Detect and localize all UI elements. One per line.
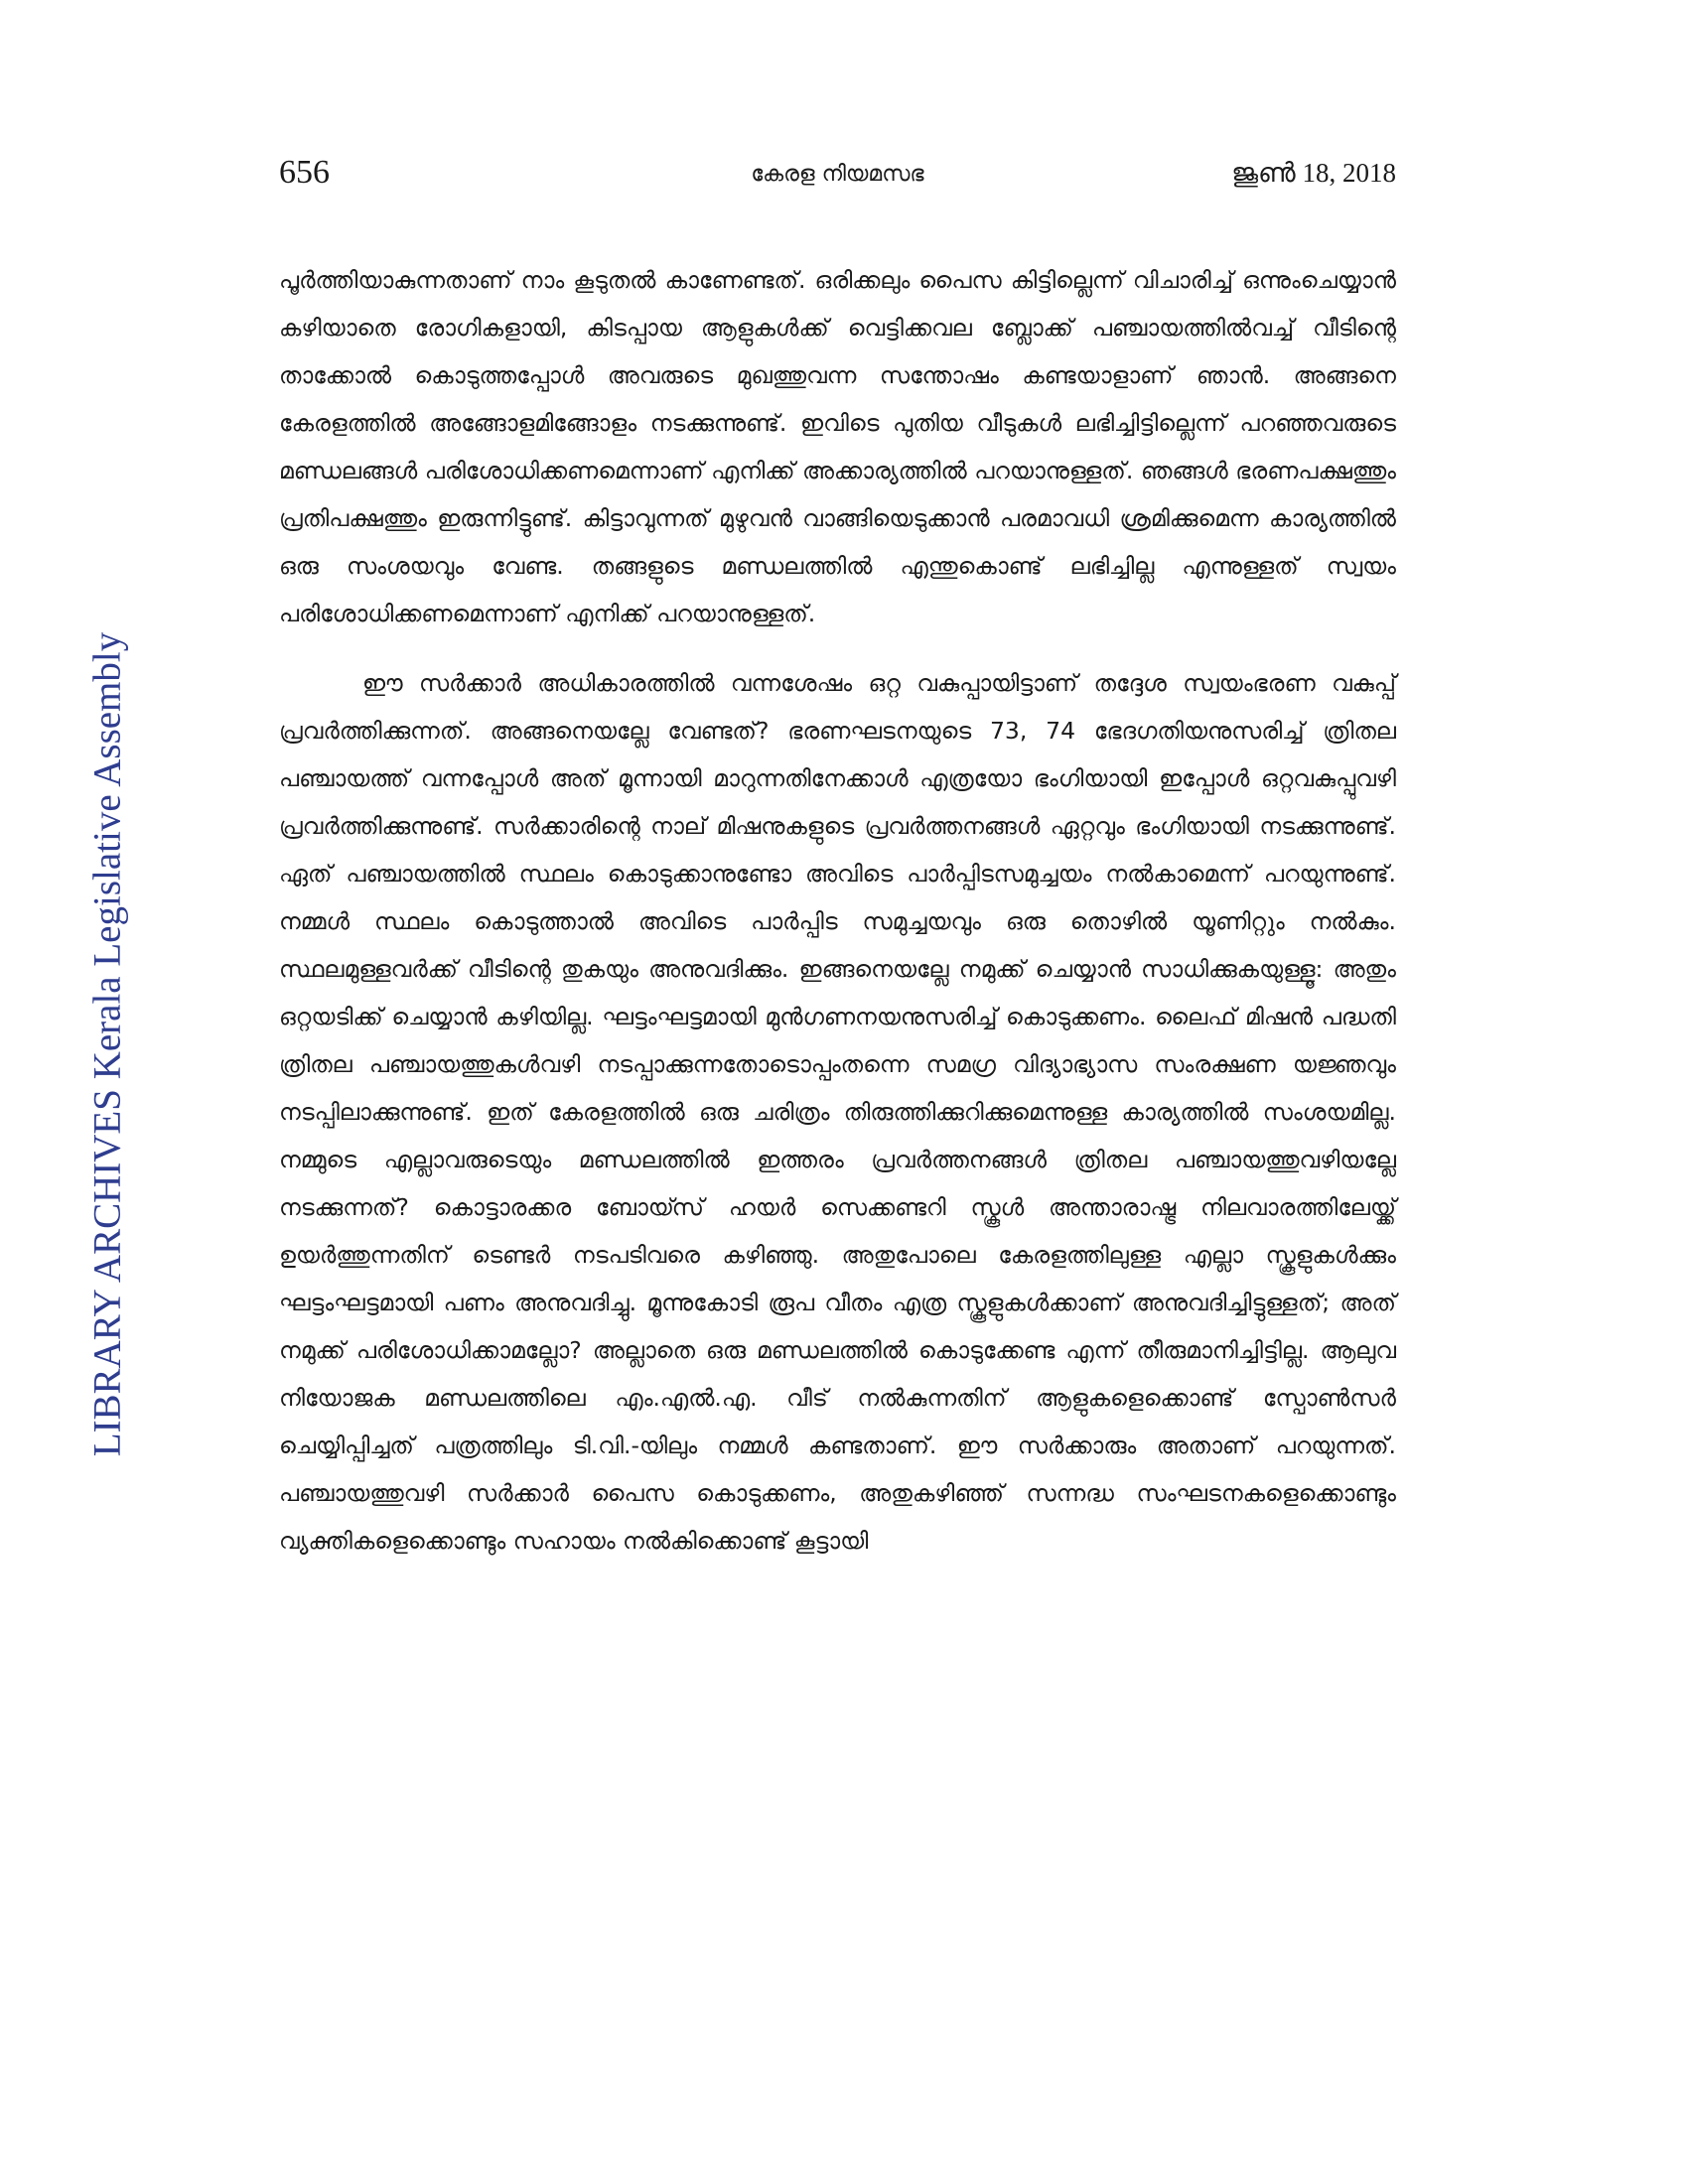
body-text xyxy=(279,256,1396,1565)
running-title: കേരള നിയമസഭ xyxy=(751,162,924,187)
paragraph: പൂർത്തിയാകുന്നതാണ് നാം കൂടുതൽ കാണേണ്ടത്. ഒരിക്കലും പൈസ കിട്ടില്ലെന്ന് വിചാരിച്ച് ഒന്നുംചെയ്യാൻ കഴിയാതെ രോഗികളായി, കിടപ്പായ ആളുകൾക്ക് വെട്ടിക്കവല ബ്ലോക്ക് പഞ്ചായത്തിൽവച്ച് വീടിന്റെ താക്കോൽ കൊടുത്തപ്പോൾ അവരുടെ മുഖത്തുവന്ന സന്തോഷം കണ്ടയാളാണ് ഞാൻ. അങ്ങനെ കേരളത്തിൽ അങ്ങോളമിങ്ങോളം നടക്കുന്നുണ്ട്. ഇവിടെ പുതിയ വീടുകൾ ലഭിച്ചിട്ടില്ലെന്ന് പറഞ്ഞവരുടെ മണ്ഡലങ്ങൾ പരിശോധിക്കണമെന്നാണ് എനിക്ക് അക്കാര്യത്തിൽ പറയാനുള്ളത്. ഞങ്ങൾ ഭരണപക്ഷത്തും പ്രതിപക്ഷത്തും ഇരുന്നിട്ടുണ്ട്. കിട്ടാവുന്നത് മുഴുവൻ വാങ്ങിയെടുക്കാൻ പരമാവധി ശ്രമിക്കുമെന്ന കാര്യത്തിൽ ഒരു സംശയവും വേണ്ട. തങ്ങളുടെ മണ്ഡലത്തിൽ എന്തുകൊണ്ട് ലഭിച്ചില്ല എന്നുള്ളത് സ്വയം പരിശോധിക്കണമെന്നാണ് എനിക്ക് പറയാനുള്ളത്. xyxy=(279,266,1396,627)
header-date: ജൂൺ 18, 2018 xyxy=(1231,158,1396,188)
archive-watermark: LIBRARY ARCHIVES Kerala Legislative Assembly xyxy=(85,631,129,1457)
page-header xyxy=(279,154,1396,204)
page-number: 656 xyxy=(279,154,330,191)
paragraph: ഈ സർക്കാർ അധികാരത്തിൽ വന്നശേഷം ഒറ്റ വകുപ്പായിട്ടാണ് തദ്ദേശ സ്വയംഭരണ വകുപ്പ് പ്രവർത്തിക്കുന്നത്. അങ്ങനെയല്ലേ വേണ്ടത്? ഭരണഘടനയുടെ 73, 74 ഭേദഗതിയനുസരിച്ച് ത്രിതല പഞ്ചായത്ത് വന്നപ്പോൾ അത് മൂന്നായി മാറുന്നതിനേക്കാൾ എത്രയോ ഭംഗിയായി ഇപ്പോൾ ഒറ്റവകുപ്പുവഴി പ്രവർത്തിക്കുന്നുണ്ട്. സർക്കാരിന്റെ നാല് മിഷനുകളുടെ പ്രവർത്തനങ്ങൾ ഏറ്റവും ഭംഗിയായി നടക്കുന്നുണ്ട്. ഏത് പഞ്ചായത്തിൽ സ്ഥലം കൊടുക്കാനുണ്ടോ അവിടെ പാർപ്പിടസമുച്ചയം നൽകാമെന്ന് പറയുന്നുണ്ട്. നമ്മൾ സ്ഥലം കൊടുത്താൽ അവിടെ പാർപ്പിട സമുച്ചയവും ഒരു തൊഴിൽ യൂണിറ്റും നൽകും. സ്ഥലമുള്ളവർക്ക് വീടിന്റെ തുകയും അനുവദിക്കും. ഇങ്ങനെയല്ലേ നമുക്ക് ചെയ്യാൻ സാധിക്കുകയുള്ളൂ: അതും ഒറ്റയടിക്ക് ചെയ്യാൻ കഴിയില്ല. ഘട്ടംഘട്ടമായി മുൻഗണനയനുസരിച്ച് കൊടുക്കണം. ലൈഫ് മിഷൻ പദ്ധതി ത്രിതല പഞ്ചായത്തുകൾവഴി നടപ്പാക്കുന്നതോടൊപ്പംതന്നെ സമഗ്ര വിദ്യാഭ്യാസ സംരക്ഷണ യജ്ഞവും നടപ്പിലാക്കുന്നുണ്ട്. ഇത് കേരളത്തിൽ ഒരു ചരിത്രം തിരുത്തിക്കുറിക്കുമെന്നുള്ള കാര്യത്തിൽ സംശയമില്ല. നമ്മുടെ എല്ലാവരുടെയും മണ്ഡലത്തിൽ ഇത്തരം പ്രവർത്തനങ്ങൾ ത്രിതല പഞ്ചായത്തുവഴിയല്ലേ നടക്കുന്നത്? കൊട്ടാരക്കര ബോയ്സ് ഹയർ സെക്കണ്ടറി സ്കൂൾ അന്താരാഷ്ട്ര നിലവാരത്തിലേയ്ക്ക് ഉയർത്തുന്നതിന് ടെണ്ടർ നടപടിവരെ കഴിഞ്ഞു. അതുപോലെ കേരളത്തിലുള്ള എല്ലാ സ്കൂളുകൾക്കും ഘട്ടംഘട്ടമായി പണം അനുവദിച്ചു. മൂന്നുകോടി രൂപ വീതം എത്ര സ്കൂളുകൾക്കാണ് അനുവദിച്ചിട്ടുള്ളത്; അത് നമുക്ക് പരിശോധിക്കാമല്ലോ? അല്ലാതെ ഒരു മണ്ഡലത്തിൽ കൊടുക്കേണ്ട എന്ന് തീരുമാനിച്ചിട്ടില്ല. ആലുവ നിയോജക മണ്ഡലത്തിലെ എം.എൽ.എ. വീട് നൽകുന്നതിന് ആളുകളെക്കൊണ്ട് സ്പോൺസർ ചെയ്യിപ്പിച്ചത് പത്രത്തിലും ടി.വി.-യിലും നമ്മൾ കണ്ടതാണ്. ഈ സർക്കാരും അതാണ് പറയുന്നത്. പഞ്ചായത്തുവഴി സർക്കാർ പൈസ കൊടുക്കണം, അതുകഴിഞ്ഞ് സന്നദ്ധ സംഘടനകളെക്കൊണ്ടും വ്യക്തികളെക്കൊണ്ടും സഹായം നൽകിക്കൊണ്ട് കൂട്ടായി xyxy=(279,669,1396,1555)
